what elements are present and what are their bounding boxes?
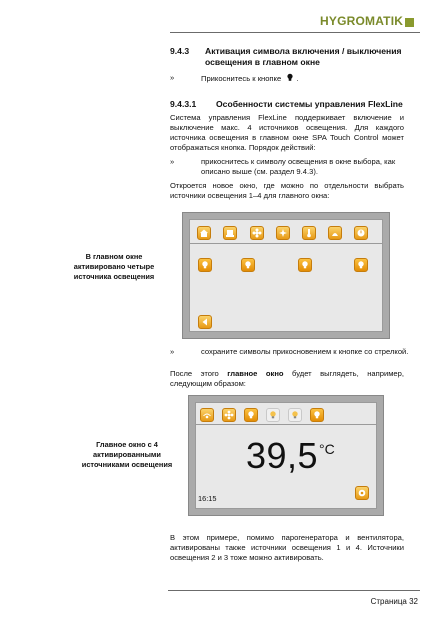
gear-flower-icon[interactable] (276, 226, 290, 240)
paragraph-emphasis: главное окно (227, 369, 284, 378)
bullet-mark: » (170, 157, 175, 166)
gear-icon[interactable] (355, 486, 369, 500)
main-window-screen (188, 395, 384, 516)
brand-logo (320, 13, 414, 29)
bullet-mark: » (170, 347, 175, 356)
home-icon[interactable] (197, 226, 211, 240)
light-1-icon[interactable] (198, 258, 212, 272)
side-label-four-lights: В главном окне активировано четыре источника освещения (73, 252, 155, 281)
light-bulb-icon (286, 73, 294, 82)
clock: 16:15 (198, 494, 217, 503)
screen-area (195, 402, 377, 509)
section-number: 9.4.3 (170, 46, 190, 56)
bullet-tail: . (296, 74, 299, 83)
toolbar-divider (190, 243, 382, 244)
paragraph-flexline: Система управления FlexLine поддерживает включение и выключение макс. 4 источников освещения. Для каждого источника освещения в главном окне SPA Touch Control может отображаться кнопка. Порядок действий: (170, 113, 404, 152)
paragraph-example: В этом примере, помимо парогенератора и вентилятора, активированы также источники освещения 1 и 4. Источники освещения 2 и 3 тоже можно активировать. (170, 533, 404, 562)
light-2-icon[interactable] (241, 258, 255, 272)
light-3-icon[interactable] (298, 258, 312, 272)
footer-divider (168, 590, 420, 591)
light-3-icon[interactable] (288, 408, 302, 422)
temperature-value: 39,5 (246, 435, 319, 476)
paragraph-lead: После этого (170, 369, 228, 378)
light-selection-screen (182, 212, 390, 339)
section-title: Активация символа включения / выключения освещения в главном окне (205, 46, 402, 67)
bullet-text: Прикоснитесь к кнопке (201, 74, 282, 83)
back-arrow-icon[interactable] (198, 315, 212, 329)
sauna-icon[interactable] (328, 226, 342, 240)
header-divider (170, 32, 420, 33)
logo-mark (405, 18, 414, 27)
screen-area (189, 219, 383, 332)
side-label-main-window: Главное окно с 4 активированными источниками освещения (81, 440, 173, 469)
light-1-icon[interactable] (244, 408, 258, 422)
thermometer-icon[interactable] (302, 226, 316, 240)
bullet-text: сохраните символы прикосновением к кнопке со стрелкой. (201, 347, 409, 356)
page-number: Страница 32 (370, 597, 418, 606)
subsection-title: Особенности системы управления FlexLine (216, 99, 403, 109)
logo-text: HYGROMATIK (320, 14, 404, 28)
light-2-icon[interactable] (266, 408, 280, 422)
light-4-icon[interactable] (310, 408, 324, 422)
toolbar-divider (196, 424, 376, 425)
paragraph-main-window (170, 369, 404, 389)
paragraph-new-window: Откроется новое окно, где можно по отдельности выбрать источники освещения 1–4 для главного окна: (170, 181, 404, 200)
light-4-icon[interactable] (354, 258, 368, 272)
bullet-text: прикоснитесь к символу освещения в окне выбора, как описано выше (см. раздел 9.4.3). (201, 157, 396, 176)
bullet-mark: » (170, 73, 175, 82)
steam-icon[interactable] (200, 408, 214, 422)
paragraph-tail: будет выглядеть, например, следующим образом: (170, 369, 404, 388)
temperature-unit: °C (319, 441, 335, 457)
fan-icon[interactable] (222, 408, 236, 422)
shower-icon[interactable] (223, 226, 237, 240)
subsection-number: 9.4.3.1 (170, 99, 197, 109)
timer-icon[interactable] (354, 226, 368, 240)
fan-icon[interactable] (250, 226, 264, 240)
